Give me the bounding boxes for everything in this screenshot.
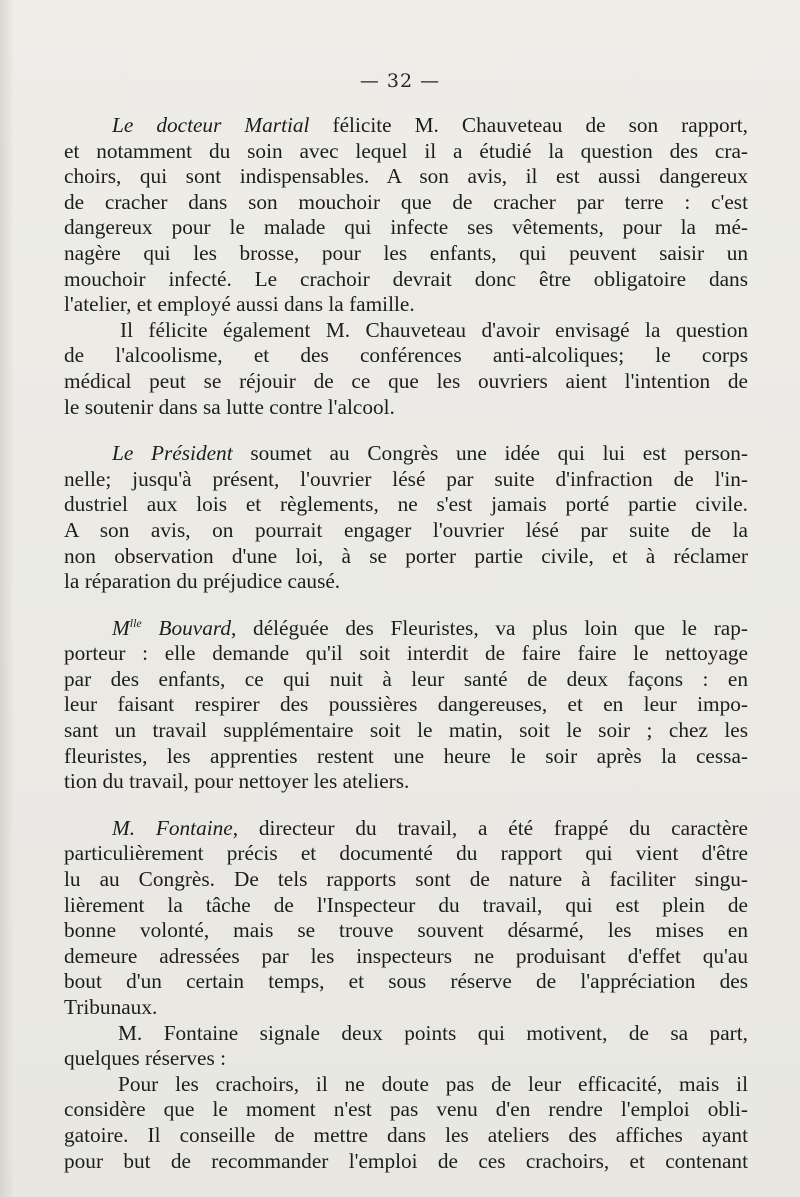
text-line: leur faisant respirer des poussières dangereuses, et en leur impo- — [64, 692, 748, 717]
paragraph-fontaine — [64, 816, 748, 1021]
paragraph-gap — [64, 420, 748, 441]
text-line: Tribunaux. — [64, 995, 158, 1019]
text-line: de cracher dans son mouchoir que de cracher par terre : c'est — [64, 189, 748, 214]
text-line: l'atelier, et employé aussi dans la famille. — [64, 292, 415, 317]
text-line: choirs, qui sont indispensables. A son avis, il est aussi dangereux — [64, 164, 748, 189]
text-line: Pour les crachoirs, il ne doute pas de leur efficacité, mais il — [118, 1071, 748, 1096]
speaker-name: Le docteur Martial — [112, 113, 310, 137]
text-line: porteur : elle demande qu'il soit interdit de faire faire le nettoyage — [64, 641, 748, 666]
text-line: tion du travail, pour nettoyer les ateliers. — [64, 769, 410, 794]
text-line: lu au Congrès. De tels rapports sont de nature à faciliter singu- — [64, 867, 748, 892]
text-line: bout d'un certain temps, et sous réserve de l'appréciation des — [64, 969, 748, 994]
text-line: de l'alcoolisme, et des conférences anti-alcoliques; le corps — [64, 343, 748, 368]
text-line: A son avis, on pourrait engager l'ouvrier lésé par suite de la — [64, 517, 748, 542]
speaker-name: $M^{lle}$ Bouvard — [112, 615, 232, 640]
text-line: $M^{lle}$ Bouvard, déléguée des Fleuristes, va plus loin que le rap- — [112, 615, 748, 640]
text-line: M. Fontaine, directeur du travail, a été frappé du caractère — [112, 815, 748, 840]
text-line: demeure adressées par les inspecteurs ne produisant d'effet qu'au — [64, 943, 748, 968]
text-line: lièrement la tâche de l'Inspecteur du travail, qui est plein de — [64, 892, 748, 917]
paragraph-reserves — [64, 1021, 748, 1072]
text-line: fleuristes, les apprenties restent une heure le soir après la cessa- — [64, 743, 748, 768]
text-line: par des enfants, ce qui nuit à leur santé de deux façons : en — [64, 666, 748, 691]
text-line: dustriel aux lois et règlements, ne s'est jamais porté partie civile. — [64, 492, 748, 517]
text-line: M. Fontaine signale deux points qui motivent, de sa part, — [118, 1020, 748, 1045]
text-line: bonne volonté, mais se trouve souvent désarmé, les mises en — [64, 918, 748, 943]
text-line: pour but de recommander l'emploi de ces crachoirs, et contenant — [64, 1148, 748, 1173]
text-line: mouchoir infecté. Le crachoir devrait donc être obligatoire dans — [64, 266, 748, 291]
text-line: particulièrement précis et documenté du rapport qui vient d'être — [64, 841, 748, 866]
speaker-name: M. Fontaine — [112, 815, 233, 840]
text-line: le soutenir dans sa lutte contre l'alcool. — [64, 394, 395, 419]
text-line: et notamment du soin avec lequel il a étudié la question des cra- — [64, 138, 748, 163]
page-number: — 32 — — [359, 70, 441, 92]
text-line: nelle; jusqu'à présent, l'ouvrier lésé par suite d'infraction de l'in- — [64, 466, 748, 491]
paragraph-alcoolisme — [64, 318, 748, 420]
text-line: quelques réserves : — [64, 1046, 227, 1071]
paragraph-crachoirs — [64, 1072, 748, 1174]
paragraph-martial — [64, 113, 748, 318]
text-line: médical peut se réjouir de ce que les ouvriers aient l'intention de — [64, 368, 748, 393]
text-line: considère que le moment n'est pas venu d'en rendre l'emploi obli- — [64, 1097, 748, 1122]
text-line: sant un travail supplémentaire soit le matin, soit le soir ; chez les — [64, 718, 748, 743]
text-line: Le Président soumet au Congrès une idée qui lui est person- — [112, 441, 748, 466]
paragraph-gap — [64, 795, 748, 816]
body-text — [64, 113, 748, 1174]
paragraph-gap — [64, 595, 748, 616]
page-edge-shadow — [0, 0, 14, 1197]
text-line: la réparation du préjudice causé. — [64, 569, 341, 594]
text-line: gatoire. Il conseille de mettre dans les ateliers des affiches ayant — [64, 1122, 748, 1147]
paragraph-bouvard — [64, 616, 748, 795]
text-line: Il félicite également M. Chauveteau d'avoir envisagé la question — [120, 317, 748, 342]
paragraph-president — [64, 441, 748, 595]
speaker-name: Le Président — [112, 441, 233, 466]
text-line: Le docteur Martial félicite M. Chauveteau de son rapport, — [112, 113, 748, 137]
text-line: dangereux pour le malade qui infecte ses vêtements, pour la mé- — [64, 215, 748, 240]
text-line: non observation d'une loi, à se porter partie civile, et à réclamer — [64, 543, 748, 568]
text-line: nagère qui les brosse, pour les enfants, qui peuvent saisir un — [64, 240, 748, 265]
